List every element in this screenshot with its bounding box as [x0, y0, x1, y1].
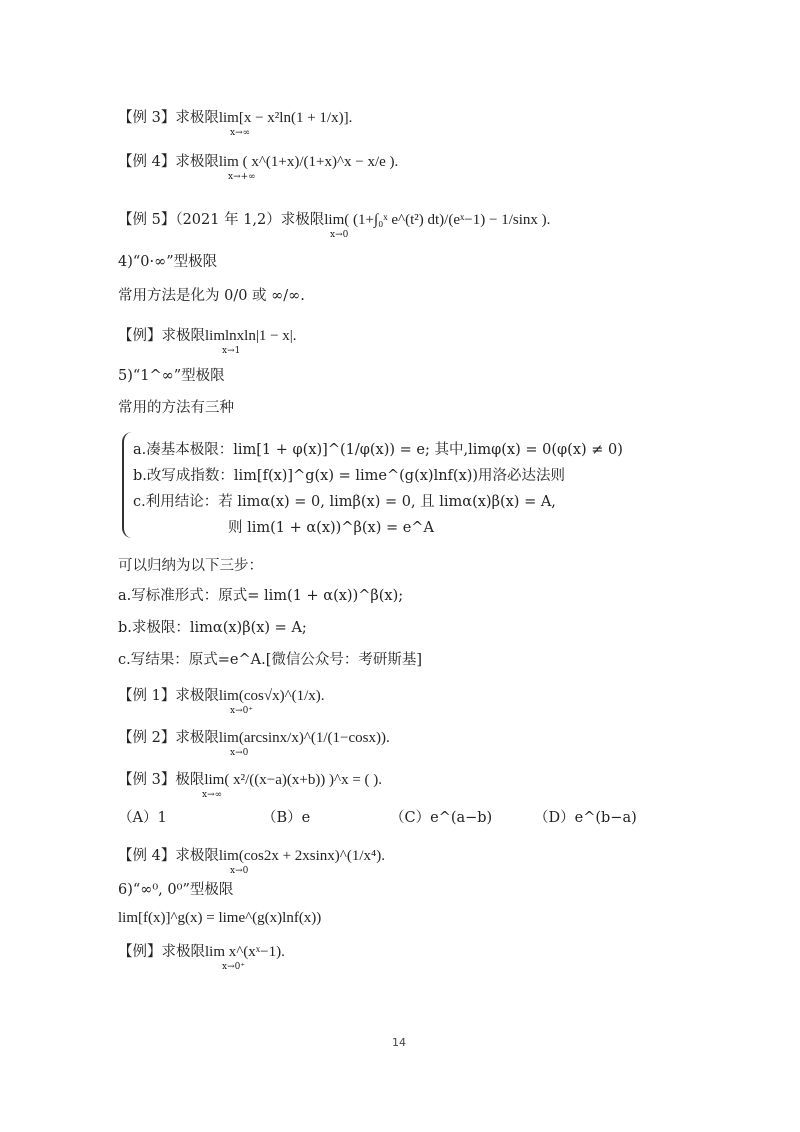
- case-a: a.凑基本极限：lim[1 + φ(x)]^(1/φ(x)) = e; 其中,limφ(x) = 0(φ(x) ≠ 0): [133, 442, 623, 458]
- example-4-limit: [118, 152, 399, 182]
- example-label: 【例 4】求极限: [118, 848, 219, 864]
- limit-subscript: x→∞: [230, 128, 251, 138]
- page-number: 14: [392, 1036, 406, 1049]
- example-last-limit: [118, 942, 285, 972]
- example-label: 【例 3】求极限: [118, 110, 219, 126]
- step-a: a.写标准形式：原式= lim(1 + α(x))^β(x);: [118, 588, 404, 604]
- example-0-inf-limit: [118, 326, 297, 356]
- example-3b-limit: [118, 770, 383, 800]
- example-3-limit: [118, 108, 353, 138]
- choice-c: （C）e^(a−b): [390, 810, 493, 826]
- example-label: 【例】求极限: [118, 328, 205, 344]
- choice-d: （D）e^(b−a): [534, 810, 637, 826]
- formula: lim[x − x²ln(1 + 1/x)].: [218, 110, 353, 126]
- example-5-limit: [118, 210, 551, 240]
- formula: lim( (1+∫₀ˣ e^(t²) dt)/(eˣ−1) − 1/sinx ).: [324, 212, 551, 228]
- case-c: c.利用结论：若 limα(x) = 0, limβ(x) = 0, 且 limα(x)β(x) = A,: [133, 494, 556, 510]
- example-2b-limit: [118, 728, 390, 758]
- step-b: b.求极限：limα(x)β(x) = A;: [118, 620, 307, 636]
- step-c: c.写结果：原式=e^A.[微信公众号：考研斯基]: [118, 652, 423, 668]
- limit-subscript: x→+∞: [228, 172, 256, 182]
- limit-subscript: x→∞: [202, 790, 223, 800]
- formula: lim(cos2x + 2xsinx)^(1/x⁴).: [218, 848, 385, 864]
- limit-subscript: x→0: [230, 866, 249, 876]
- example-4b-limit: [118, 846, 385, 876]
- section-5-title: 5)“1^∞”型极限: [118, 368, 225, 384]
- limit-subscript: x→0: [230, 748, 249, 758]
- section-5-text: 常用的方法有三种: [118, 400, 234, 416]
- example-label: 【例】求极限: [118, 944, 205, 960]
- section-6-formula: lim[f(x)]^g(x) = lime^(g(x)lnf(x)): [118, 910, 322, 926]
- example-label: 【例 4】求极限: [118, 154, 219, 170]
- formula: lim( x²/((x−a)(x+b)) )^x = ( ).: [204, 772, 383, 788]
- case-b: b.改写成指数：lim[f(x)]^g(x) = lime^(g(x)lnf(x))用洛必达法则: [133, 468, 566, 484]
- case-c-result: 则 lim(1 + α(x))^β(x) = e^A: [228, 520, 434, 536]
- example-label: 【例 3】极限: [118, 772, 205, 788]
- example-label: 【例 1】求极限: [118, 688, 219, 704]
- formula: lim(cos√x)^(1/x).: [218, 688, 325, 704]
- example-1b-limit: [118, 686, 325, 716]
- section-4-text: 常用方法是化为 0/0 或 ∞/∞.: [118, 288, 305, 304]
- limit-subscript: x→0⁺: [222, 962, 246, 972]
- example-label: 【例 2】求极限: [118, 730, 219, 746]
- section-4-title: 4)“0·∞”型极限: [118, 254, 218, 270]
- limit-subscript: x→0⁺: [230, 706, 254, 716]
- choice-a: （A）1: [118, 810, 167, 826]
- formula: lim ( x^(1+x)/(1+x)^x − x/e ).: [218, 154, 399, 170]
- limit-subscript: x→0: [330, 230, 349, 240]
- example-label: 【例 5】（2021 年 1,2）求极限: [118, 212, 325, 228]
- formula: limlnxln|1 − x|.: [205, 328, 297, 344]
- choice-b: （B）e: [262, 810, 311, 826]
- formula: lim(arcsinx/x)^(1/(1−cosx)).: [218, 730, 390, 746]
- formula: lim x^(xˣ−1).: [205, 944, 285, 960]
- limit-subscript: x→1: [222, 346, 241, 356]
- steps-intro: 可以归纳为以下三步：: [118, 558, 263, 574]
- section-6-title: 6)“∞⁰, 0⁰”型极限: [118, 882, 234, 898]
